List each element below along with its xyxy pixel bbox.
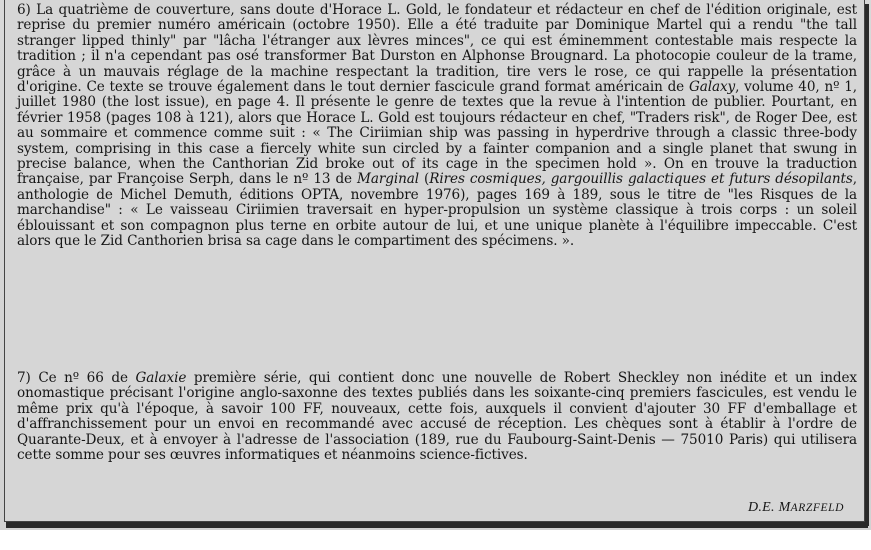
footnote-7: 7) Ce nº 66 de Galaxie première série, qui contient donc une nouvelle de Robert Sheckley non inédite et un index onomastique précisant l'origine anglo-saxonne des textes publiés dans les soixante-cinq premiers fascicules, est vendu le même prix qu'à l'époque, à savoir 100 FF, nouveaux, cette fois, auxquels il convient d'ajouter 30 FF d'emballage et d'affranchissement pour un envoi en recommandé avec accusé de réception. Les chèques sont à établir à l'ordre de Quarante-Deux, et à envoyer à l'adresse de l'association (189, rue du Faubourg-Saint-Denis — 75010 Paris) qui utilisera cette somme pour ses œuvres informatiques et néanmoins science-fictives. <box>17 370 857 464</box>
text-box <box>4 0 865 522</box>
frame-shadow-bottom <box>6 522 868 528</box>
footnote-6: 6) La quatrième de couverture, sans doute d'Horace L. Gold, le fondateur et rédacteur en chef de l'édition originale, est reprise du premier numéro américain (octobre 1950). Elle a été traduite par Dominique Martel qui a rendu "the tall stranger lipped thinly" par "lâcha l'étranger aux lèvres minces", ce qui est éminemment contestable mais respecte la tradition ; il n'a cependant pas osé transformer Bat Durston en Alphonse Brougnard. La photocopie couleur de la trame, grâce à un mauvais réglage de la machine respectant la tradition, tire vers le rose, ce qui rappelle la présentation d'origine. Ce texte se trouve également dans le tout dernier fascicule grand format américain de Galaxy, volume 40, nº 1, juillet 1980 (the lost issue), en page 4. Il présente le genre de textes que la revue à l'intention de publier. Pourtant, en février 1958 (pages 108 à 121), alors que Horace L. Gold est toujours rédacteur en chef, "Traders risk", de Roger Dee, est au sommaire et commence comme suit : « The Ciriimian ship was passing in hyperdrive through a classic three-body system, comprising in this case a fiercely white sun circled by a fainter companion and a single planet that swung in precise balance, when the Canthorian Zid broke out of its cage in the specimen hold ». On en trouve la traduction française, par Françoise Serph, dans le nº 13 de Marginal (Rires cosmiques, gargouillis galactiques et futurs désopilants, anthologie de Michel Demuth, éditions OPTA, novembre 1976), pages 169 à 189, sous le titre de "les Risques de la marchandise" : « Le vaisseau Ciriimien traversait en hyper-propulsion un système classique à trois corps : un soleil éblouissant et son compagnon plus terne en orbite autour de lui, et une unique planète à l'équilibre impeccable. C'est alors que le Zid Canthorien brisa sa cage dans le compartiment des spécimens. ». <box>17 2 857 250</box>
author-signature: D.E. MARZFELD <box>747 500 844 515</box>
